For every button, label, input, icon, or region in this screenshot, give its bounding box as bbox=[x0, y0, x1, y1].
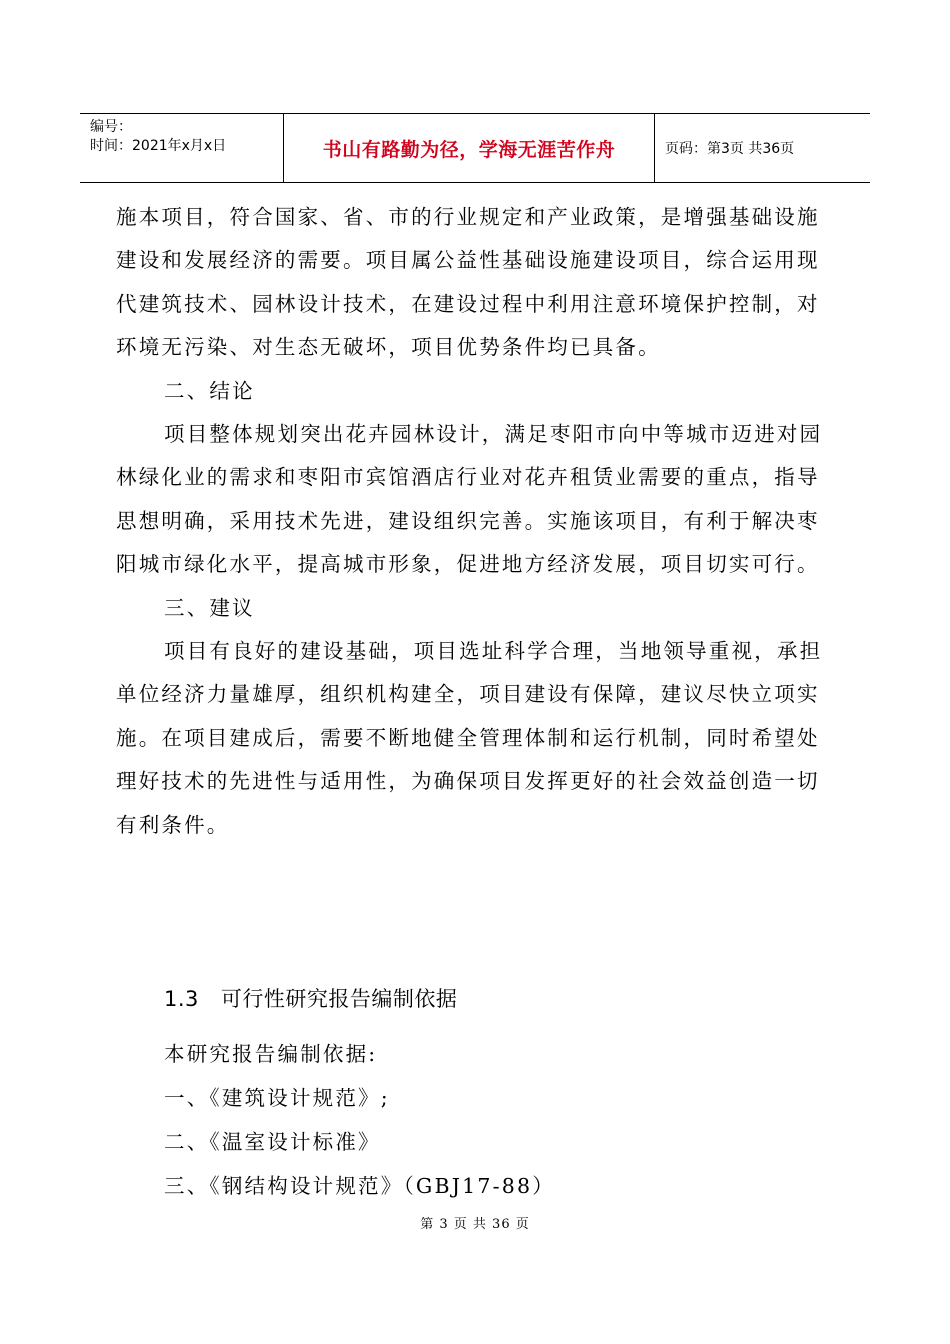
basis-intro: 本研究报告编制依据: bbox=[164, 1042, 378, 1066]
conclusion-heading: 二、结论 bbox=[164, 378, 255, 403]
basis-list bbox=[164, 1032, 555, 1208]
basis-item: 一、《建筑设计规范》; bbox=[164, 1086, 390, 1110]
basis-item: 二、《温室设计标准》 bbox=[164, 1130, 381, 1154]
section-title: 可行性研究报告编制依据 bbox=[220, 987, 458, 1011]
basis-item: 三、《钢结构设计规范》（GBJ17-88） bbox=[164, 1174, 555, 1198]
header-page-label: 页码：第3页 共36页 bbox=[665, 141, 795, 157]
paragraph: 项目整体规划突出花卉园林设计，满足枣阳市向中等城市迈进对园林绿化业的需求和枣阳市宾馆酒店行业对花卉租赁业需要的重点，指导思想明确，采用技术先进，建设组织完善。实施该项目，有利于解决枣阳城市绿化水平，提高城市形象，促进地方经济发展，项目切实可行。 bbox=[116, 422, 823, 577]
header-meta bbox=[80, 114, 283, 182]
paragraph: 项目有良好的建设基础，项目选址科学合理，当地领导重视，承担单位经济力量雄厚，组织机构建全，项目建设有保障，建议尽快立项实施。在项目建成后，需要不断地健全管理体制和运行机制，同时希望处理好技术的先进性与适用性，为确保项目发挥更好的社会效益创造一切有利条件。 bbox=[116, 639, 823, 837]
page-footer: 第 3 页 共 36 页 bbox=[420, 1217, 530, 1232]
page-header bbox=[80, 113, 870, 183]
suggestion-heading: 三、建议 bbox=[164, 595, 255, 620]
document-body bbox=[116, 196, 840, 847]
header-motto: 书山有路勤为径，学海无涯苦作舟 bbox=[283, 114, 655, 182]
paragraph: 施本项目，符合国家、省、市的行业规定和产业政策，是增强基础设施建设和发展经济的需要。项目属公益性基础设施建设项目，综合运用现代建筑技术、园林设计技术，在建设过程中利用注意环境保护控制，对环境无污染、对生态无破坏，项目优势条件均已具备。 bbox=[116, 205, 820, 360]
section-heading bbox=[164, 983, 457, 1013]
time-label: 时间：2021年x月x日 bbox=[90, 138, 227, 154]
number-label: 编号： bbox=[90, 119, 132, 135]
section-number: 1.3 bbox=[164, 987, 199, 1011]
